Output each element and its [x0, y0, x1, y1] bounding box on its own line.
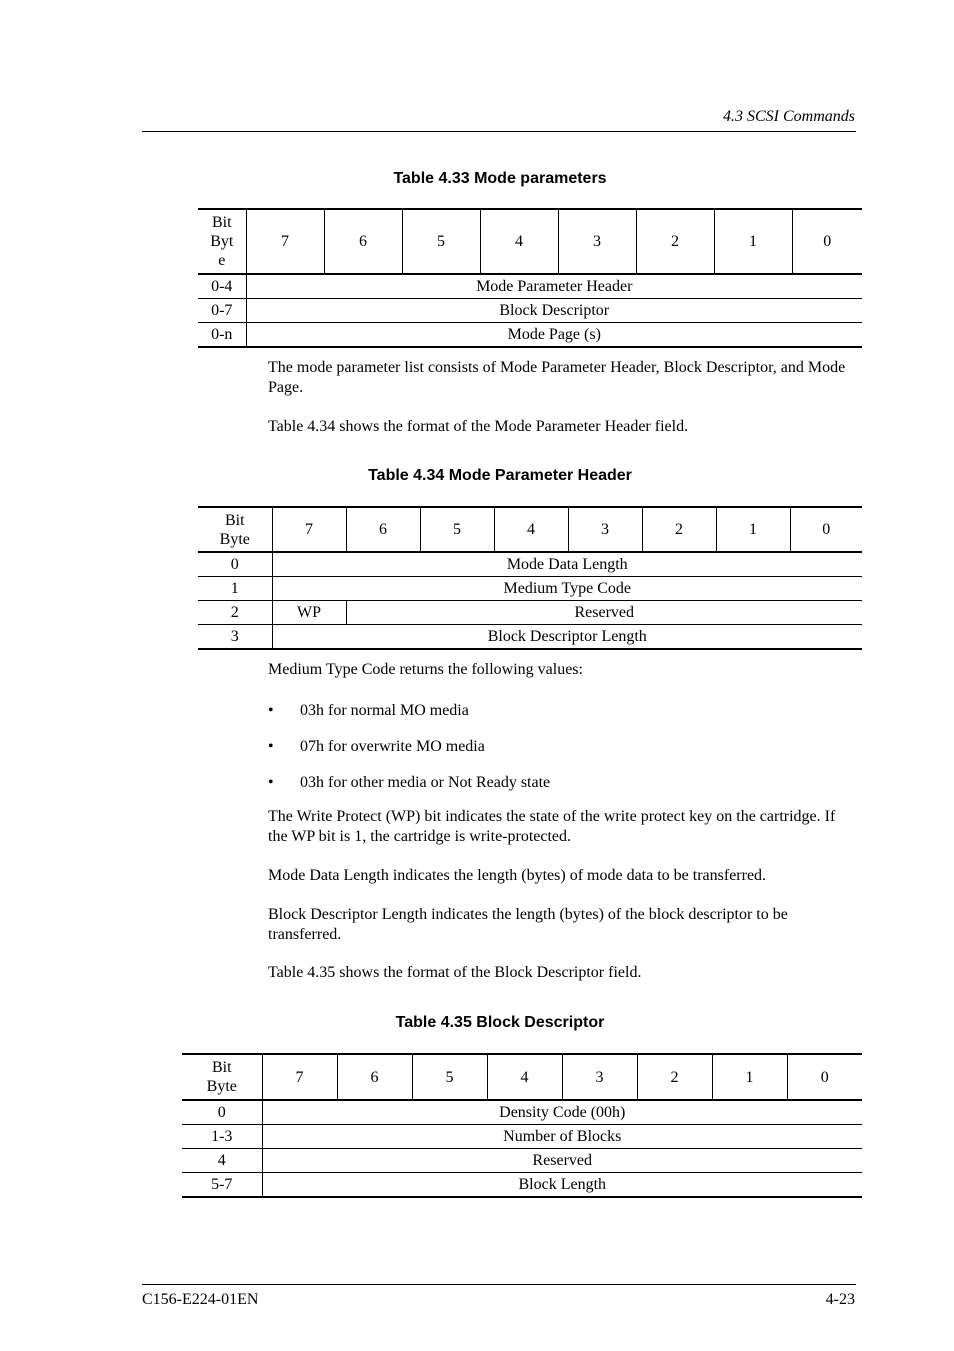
bit-header: 6 [324, 209, 402, 274]
bit-byte-corner [198, 507, 272, 552]
table-4-34-caption: Table 4.34 Mode Parameter Header [368, 467, 632, 484]
byte-cell: 5-7 [182, 1173, 262, 1198]
field-cell: Mode Data Length [272, 552, 862, 577]
corner-line: Bit [224, 511, 245, 529]
corner-line: Byte [206, 1078, 237, 1095]
bit-header: 6 [337, 1054, 412, 1100]
table-row [182, 1173, 862, 1198]
bit-header: 5 [402, 209, 480, 274]
bit-header: 7 [272, 507, 346, 552]
table-row [198, 552, 862, 577]
field-cell: Reserved [262, 1149, 862, 1173]
table-4-33-caption: Table 4.33 Mode parameters [393, 170, 607, 187]
bit-header: 0 [787, 1054, 862, 1100]
document-number: C156-E224-01EN [142, 1291, 259, 1308]
bit-byte-corner [182, 1054, 262, 1100]
field-cell: Block Descriptor [246, 299, 862, 323]
corner-line: Byte [219, 530, 250, 548]
bullet-symbol: • [268, 702, 274, 719]
running-header: 4.3 SCSI Commands [722, 108, 855, 125]
field-cell: Mode Parameter Header [246, 274, 862, 299]
bit-header: 3 [558, 209, 636, 274]
wp-bit-cell: WP [272, 601, 346, 625]
corner-line: Byt [210, 233, 234, 250]
table-row [182, 1125, 862, 1149]
field-cell: Number of Blocks [262, 1125, 862, 1149]
field-cell: Medium Type Code [272, 577, 862, 601]
field-cell: Block Descriptor Length [272, 625, 862, 650]
table-row [182, 1100, 862, 1125]
bit-header: 2 [637, 1054, 712, 1100]
table-row [182, 1149, 862, 1173]
page-number: 4-23 [825, 1291, 855, 1308]
corner-line: Bit [211, 1059, 232, 1076]
bit-header: 7 [246, 209, 324, 274]
field-cell: Mode Page (s) [246, 323, 862, 348]
byte-cell: 0-n [198, 323, 246, 348]
byte-cell: 0-4 [198, 274, 246, 299]
bit-header: 5 [412, 1054, 487, 1100]
byte-cell: 3 [198, 625, 272, 650]
table-row [198, 323, 862, 348]
bit-header: 1 [714, 209, 792, 274]
byte-cell: 0-7 [198, 299, 246, 323]
bit-header: 3 [568, 507, 642, 552]
table-row [198, 577, 862, 601]
block-descriptor-table [182, 1053, 862, 1198]
table-row [198, 299, 862, 323]
paragraph: The Write Protect (WP) bit indicates the state of the write protect key on the cartridge. If the WP bit is 1, the cartridge is write-protected. [268, 808, 836, 845]
bit-header: 4 [487, 1054, 562, 1100]
list-item-text: 03h for other media or Not Ready state [300, 774, 551, 791]
field-cell: Density Code (00h) [262, 1100, 862, 1125]
bit-header: 2 [636, 209, 714, 274]
header-rule [142, 131, 856, 132]
byte-cell: 4 [182, 1149, 262, 1173]
paragraph: The mode parameter list consists of Mode Parameter Header, Block Descriptor, and Mode Page. [268, 359, 846, 396]
table-4-35-caption: Table 4.35 Block Descriptor [395, 1014, 605, 1031]
corner-line: Bit [211, 214, 232, 231]
mode-parameter-header-table [198, 506, 862, 650]
bullet-symbol: • [268, 738, 274, 755]
mode-parameters-table [198, 208, 862, 348]
paragraph: Table 4.35 shows the format of the Block Descriptor field. [268, 964, 642, 981]
paragraph: Medium Type Code returns the following values: [268, 661, 583, 678]
bit-header: 0 [790, 507, 862, 552]
bit-header: 4 [480, 209, 558, 274]
bullet-symbol: • [268, 774, 274, 791]
field-cell: Block Length [262, 1173, 862, 1198]
bit-header: 1 [712, 1054, 787, 1100]
byte-cell: 0 [198, 552, 272, 577]
list-item-text: 03h for normal MO media [300, 702, 469, 719]
corner-line: e [218, 252, 226, 269]
table-row [198, 601, 862, 625]
footer-rule [142, 1284, 856, 1285]
bit-header: 2 [642, 507, 716, 552]
bit-byte-corner [198, 209, 246, 274]
byte-cell: 1-3 [182, 1125, 262, 1149]
bit-header: 3 [562, 1054, 637, 1100]
table-row [198, 625, 862, 650]
bit-header: 7 [262, 1054, 337, 1100]
field-cell: Reserved [346, 601, 862, 625]
bit-header: 0 [792, 209, 862, 274]
byte-cell: 1 [198, 577, 272, 601]
bit-header: 5 [420, 507, 494, 552]
byte-cell: 2 [198, 601, 272, 625]
bit-header: 1 [716, 507, 790, 552]
paragraph: Block Descriptor Length indicates the length (bytes) of the block descriptor to be transferred. [268, 906, 788, 943]
table-row [198, 274, 862, 299]
list-item-text: 07h for overwrite MO media [300, 738, 485, 755]
paragraph: Mode Data Length indicates the length (bytes) of mode data to be transferred. [268, 867, 767, 884]
bit-header: 4 [494, 507, 568, 552]
paragraph: Table 4.34 shows the format of the Mode Parameter Header field. [268, 418, 689, 435]
byte-cell: 0 [182, 1100, 262, 1125]
bit-header: 6 [346, 507, 420, 552]
